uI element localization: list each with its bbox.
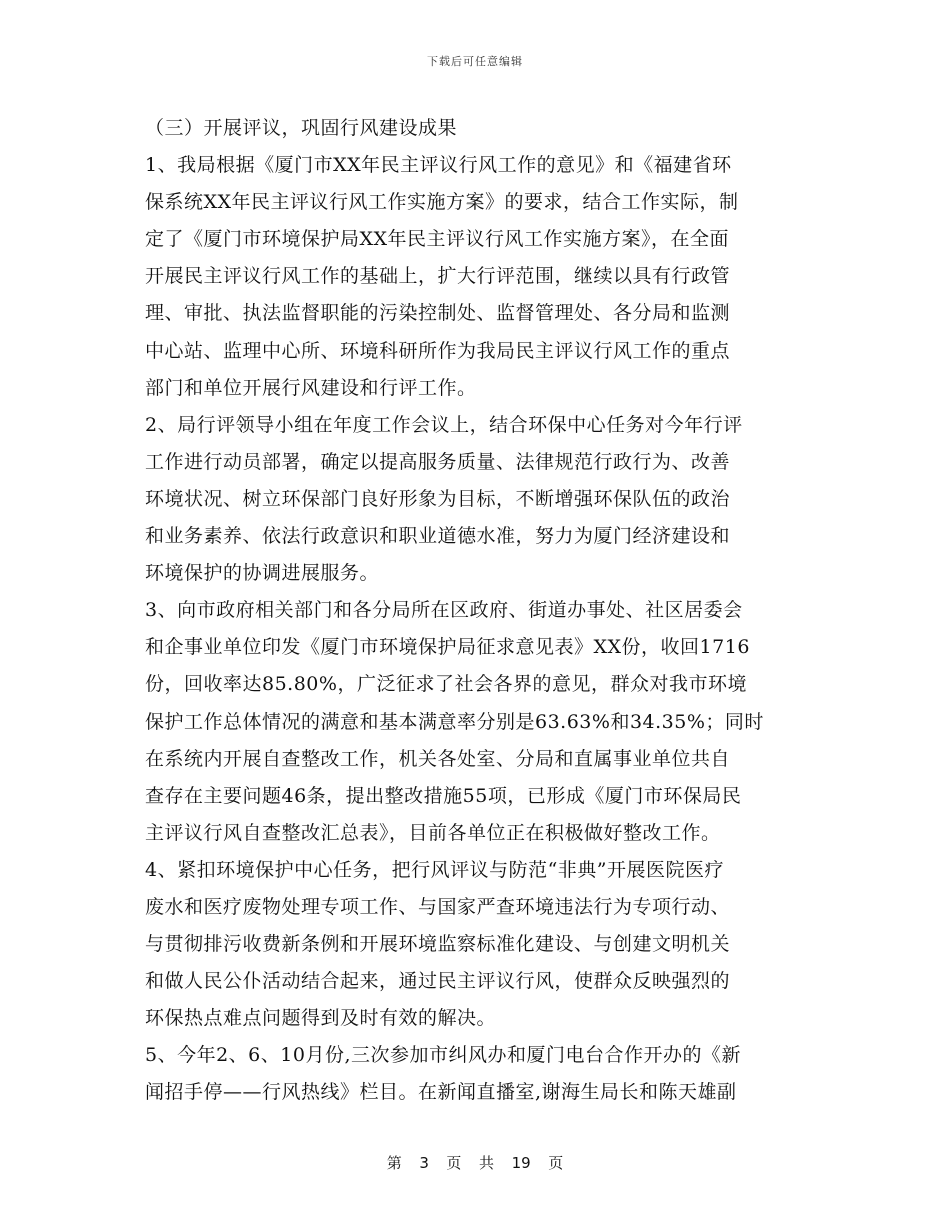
text-line: 和企事业单位印发《厦门市环境保护局征求意见表》XX份，收回1716 bbox=[145, 636, 750, 659]
total-page-count: 19 bbox=[511, 1154, 531, 1172]
text-line: 主评议行风自查整改汇总表》，目前各单位正在积极做好整改工作。 bbox=[145, 821, 721, 844]
page-label-mid: 页 bbox=[446, 1154, 462, 1172]
page-header: 下载后可任意编辑 bbox=[427, 55, 523, 68]
text-line: 查存在主要问题46条，提出整改措施55项，已形成《厦门市环保局民 bbox=[145, 784, 742, 807]
text-line: 保系统XX年民主评议行风工作实施方案》的要求，结合工作实际，制 bbox=[145, 191, 739, 214]
text-line: 1、我局根据《厦门市XX年民主评议行风工作的意见》和《福建省环 bbox=[145, 154, 732, 177]
total-label: 共 bbox=[479, 1154, 495, 1172]
text-line: 份，回收率达85.80%，广泛征求了社会各界的意见，群众对我市环境 bbox=[145, 673, 747, 696]
text-line: 工作进行动员部署，确定以提高服务质量、法律规范行政行为、改善 bbox=[145, 450, 731, 473]
text-line: 闻招手停——行风热线》栏目。在新闻直播室,谢海生局长和陈天雄副 bbox=[145, 1081, 737, 1104]
text-line: 和做人民公仆活动结合起来，通过民主评议行风，使群众反映强烈的 bbox=[145, 970, 731, 993]
current-page-number: 3 bbox=[419, 1154, 429, 1172]
text-line: 与贯彻排污收费新条例和开展环境监察标准化建设、与创建文明机关 bbox=[145, 933, 731, 956]
text-line: 中心站、监理中心所、环境科研所作为我局民主评议行风工作的重点 bbox=[145, 339, 731, 362]
text-line: 环保热点难点问题得到及时有效的解决。 bbox=[145, 1007, 497, 1030]
text-line: 环境状况、树立环保部门良好形象为目标，不断增强环保队伍的政治 bbox=[145, 487, 731, 510]
text-line: 定了《厦门市环境保护局XX年民主评议行风工作实施方案》，在全面 bbox=[145, 228, 730, 251]
text-line: 部门和单位开展行风建设和行评工作。 bbox=[145, 376, 477, 399]
section-heading: （三）开展评议，巩固行风建设成果 bbox=[145, 117, 458, 139]
text-line: 和业务素养、依法行政意识和职业道德水准，努力为厦门经济建设和 bbox=[145, 525, 731, 548]
text-line: 在系统内开展自查整改工作，机关各处室、分局和直属事业单位共自 bbox=[145, 747, 731, 770]
page-label-prefix: 第 bbox=[386, 1154, 402, 1172]
page-footer bbox=[0, 1152, 950, 1173]
page-label-suffix: 页 bbox=[548, 1154, 564, 1172]
text-line: 环境保护的协调进展服务。 bbox=[145, 562, 380, 585]
text-line: 开展民主评议行风工作的基础上，扩大行评范围，继续以具有行政管 bbox=[145, 265, 731, 288]
text-line: 5、今年2、6、10月份,三次参加市纠风办和厦门电台合作开办的《新 bbox=[145, 1044, 741, 1067]
text-line: 2、局行评领导小组在年度工作会议上，结合环保中心任务对今年行评 bbox=[145, 413, 743, 436]
text-line: 3、向市政府相关部门和各分局所在区政府、街道办事处、社区居委会 bbox=[145, 599, 743, 622]
text-line: 保护工作总体情况的满意和基本满意率分别是63.63%和34.35%；同时 bbox=[145, 710, 764, 733]
text-line: 废水和医疗废物处理专项工作、与国家严查环境违法行为专项行动、 bbox=[145, 895, 731, 918]
text-line: 理、审批、执法监督职能的污染控制处、监督管理处、各分局和监测 bbox=[145, 302, 731, 325]
text-line: 4、紧扣环境保护中心任务，把行风评议与防范“非典”开展医院医疗 bbox=[145, 858, 725, 881]
document-body bbox=[145, 110, 805, 1112]
